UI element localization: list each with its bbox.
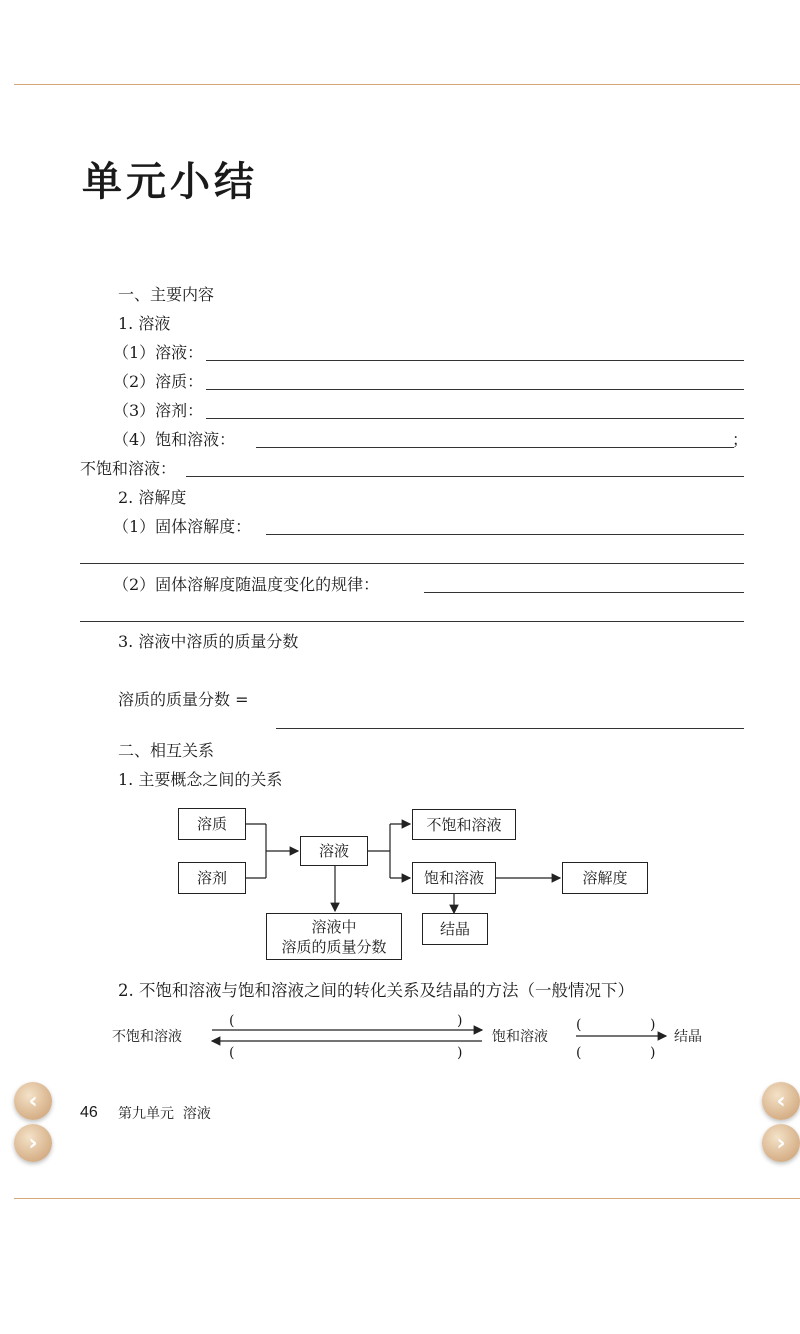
formula-label: 溶质的质量分数 = (118, 690, 249, 709)
paren-upper-open: ( (229, 1013, 235, 1029)
item-unsaturated: 不饱和溶液： (80, 459, 177, 478)
sub-heading-solution: 1. 溶液 (118, 314, 171, 333)
item-solvent: （3）溶剂： (113, 401, 204, 420)
box-solubility: 溶解度 (562, 862, 648, 894)
box-solvent: 溶剂 (178, 862, 246, 894)
box-solution: 溶液 (300, 836, 368, 866)
item-solution: （1）溶液： (113, 343, 204, 362)
box-solute: 溶质 (178, 808, 246, 840)
sub-heading-solubility: 2. 溶解度 (118, 488, 187, 507)
mass-fraction-line2: 溶质的质量分数 (281, 937, 387, 956)
left-prev-button[interactable]: ‹ (14, 1082, 52, 1120)
semicolon: ； (732, 430, 749, 449)
sub-heading-mass-fraction: 3. 溶液中溶质的质量分数 (118, 632, 299, 651)
left-next-button[interactable]: › (14, 1124, 52, 1162)
paren-right-lower-open: ( (576, 1045, 582, 1061)
footer-unit-title: 第九单元 溶液 (118, 1106, 211, 1122)
section2-heading: 二、相互关系 (118, 741, 215, 760)
mass-fraction-line1: 溶液中 (311, 917, 357, 936)
paren-upper-close: ) (457, 1013, 463, 1029)
right-next-button[interactable]: › (762, 1124, 800, 1162)
box-unsaturated: 不饱和溶液 (412, 809, 516, 840)
blank-upper-condition[interactable] (238, 1027, 450, 1028)
item-saturated: （4）饱和溶液： (113, 430, 236, 449)
conversion-left: 不饱和溶液 (112, 1029, 182, 1045)
sub-heading-conversion: 2. 不饱和溶液与饱和溶液之间的转化关系及结晶的方法（一般情况下） (118, 981, 634, 1000)
box-crystal: 结晶 (422, 913, 488, 945)
page-title: 单元小结 (82, 158, 258, 205)
sub-heading-relationship: 1. 主要概念之间的关系 (118, 770, 283, 789)
section1-heading: 一、主要内容 (118, 285, 215, 304)
right-prev-button[interactable]: ‹ (762, 1082, 800, 1120)
item-solubility-temperature: （2）固体溶解度随温度变化的规律： (113, 575, 380, 594)
conversion-middle: 饱和溶液 (492, 1029, 548, 1045)
paren-lower-close: ) (457, 1045, 463, 1061)
page-number: 46 (80, 1104, 98, 1121)
conversion-right: 结晶 (674, 1029, 702, 1045)
box-mass-fraction (266, 913, 402, 960)
paren-right-upper-open: ( (576, 1017, 582, 1033)
paren-right-lower-close: ) (650, 1045, 656, 1061)
item-solid-solubility: （1）固体溶解度： (113, 517, 252, 536)
paren-right-upper-close: ) (650, 1017, 656, 1033)
item-solute: （2）溶质： (113, 372, 204, 391)
box-saturated: 饱和溶液 (412, 862, 496, 894)
paren-lower-open: ( (229, 1045, 235, 1061)
